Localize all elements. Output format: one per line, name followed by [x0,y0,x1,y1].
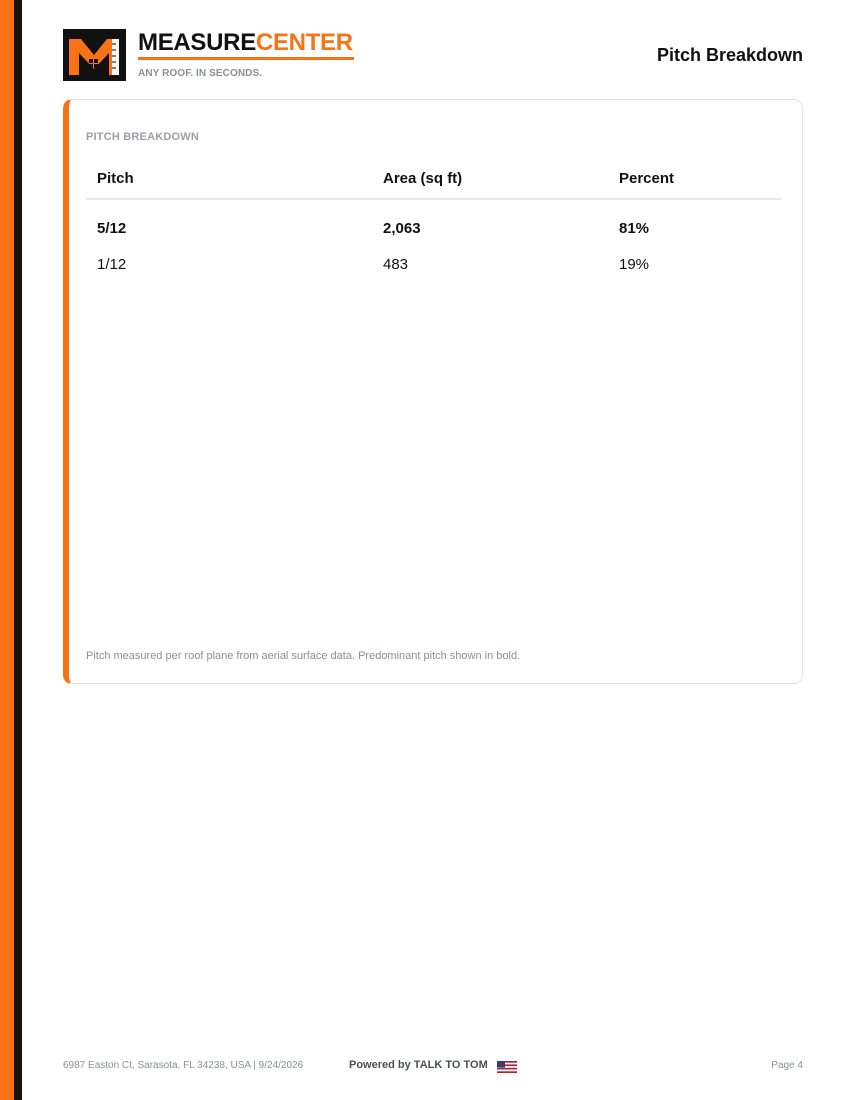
percent-cell: 19% [619,256,650,273]
table-header-row [86,168,781,200]
column-header-percent: Percent [619,170,675,187]
page-title: Pitch Breakdown [656,45,803,65]
column-header-area: Area (sq ft) [383,170,463,187]
page-footer [63,1059,803,1075]
table-row [86,200,781,236]
us-flag-icon [497,1061,517,1073]
brand-tagline: ANY ROOF. IN SECONDS. [138,68,263,79]
pitch-table [86,168,781,272]
brand-name-part2: CENTER [255,29,353,56]
brand-name-part1: MEASURE [138,29,256,56]
side-accent-bar [0,0,14,1100]
house-ruler-logo-icon [63,29,126,81]
table-row [86,236,781,272]
pitch-cell: 1/12 [97,256,127,273]
brand-block [138,29,354,79]
column-header-pitch: Pitch [97,170,134,187]
side-dark-bar [14,0,22,1100]
pitch-cell: 5/12 [97,220,127,237]
pitch-breakdown-card [63,99,803,684]
section-label: PITCH BREAKDOWN [86,131,199,143]
percent-cell: 81% [619,220,650,237]
area-cell: 483 [383,256,409,273]
footnote: Pitch measured per roof plane from aerial surface data. Predominant pitch shown in bold. [86,650,521,662]
brand-underline [138,57,354,60]
area-cell: 2,063 [383,220,421,237]
footer-address: 6987 Easton Ct, Sarasota, FL 34238, USA | 9/24/2026 [63,1060,304,1071]
powered-by-text: Powered by TALK TO TOM [349,1059,488,1071]
brand-name [138,29,354,57]
page-number: Page 4 [771,1060,803,1071]
page-header [63,29,803,83]
